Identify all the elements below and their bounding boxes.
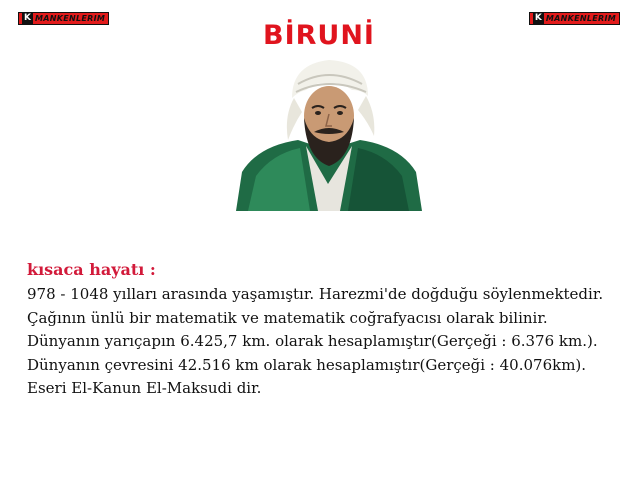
- logo-text: MANKENLERIM: [545, 14, 616, 23]
- biography-section: [27, 259, 627, 401]
- bio-line: 978 - 1048 yılları arasında yaşamıştır. Harezmi'de doğduğu söylenmektedir.: [27, 285, 604, 303]
- portrait-image: [228, 54, 429, 211]
- bio-line: Eseri El-Kanun El-Maksudi dir.: [27, 379, 262, 397]
- section-heading: kısaca hayatı :: [27, 260, 156, 279]
- logo-mark: K: [534, 13, 542, 23]
- logo-text: MANKENLERIM: [34, 14, 106, 23]
- bio-line: Dünyanın çevresini 42.516 km olarak hesaplamıştır(Gerçeği : 40.076km).: [27, 355, 587, 374]
- page-title: BİRUNİ: [263, 20, 375, 51]
- logo-mark: K: [24, 13, 31, 23]
- bio-line: Dünyanın yarıçapın 6.425,7 km. olarak hesaplamıştır(Gerçeği : 6.376 km.).: [27, 332, 598, 350]
- bio-line: Çağının ünlü bir matematik ve matematik coğrafyacısı olarak bilinir.: [27, 308, 548, 327]
